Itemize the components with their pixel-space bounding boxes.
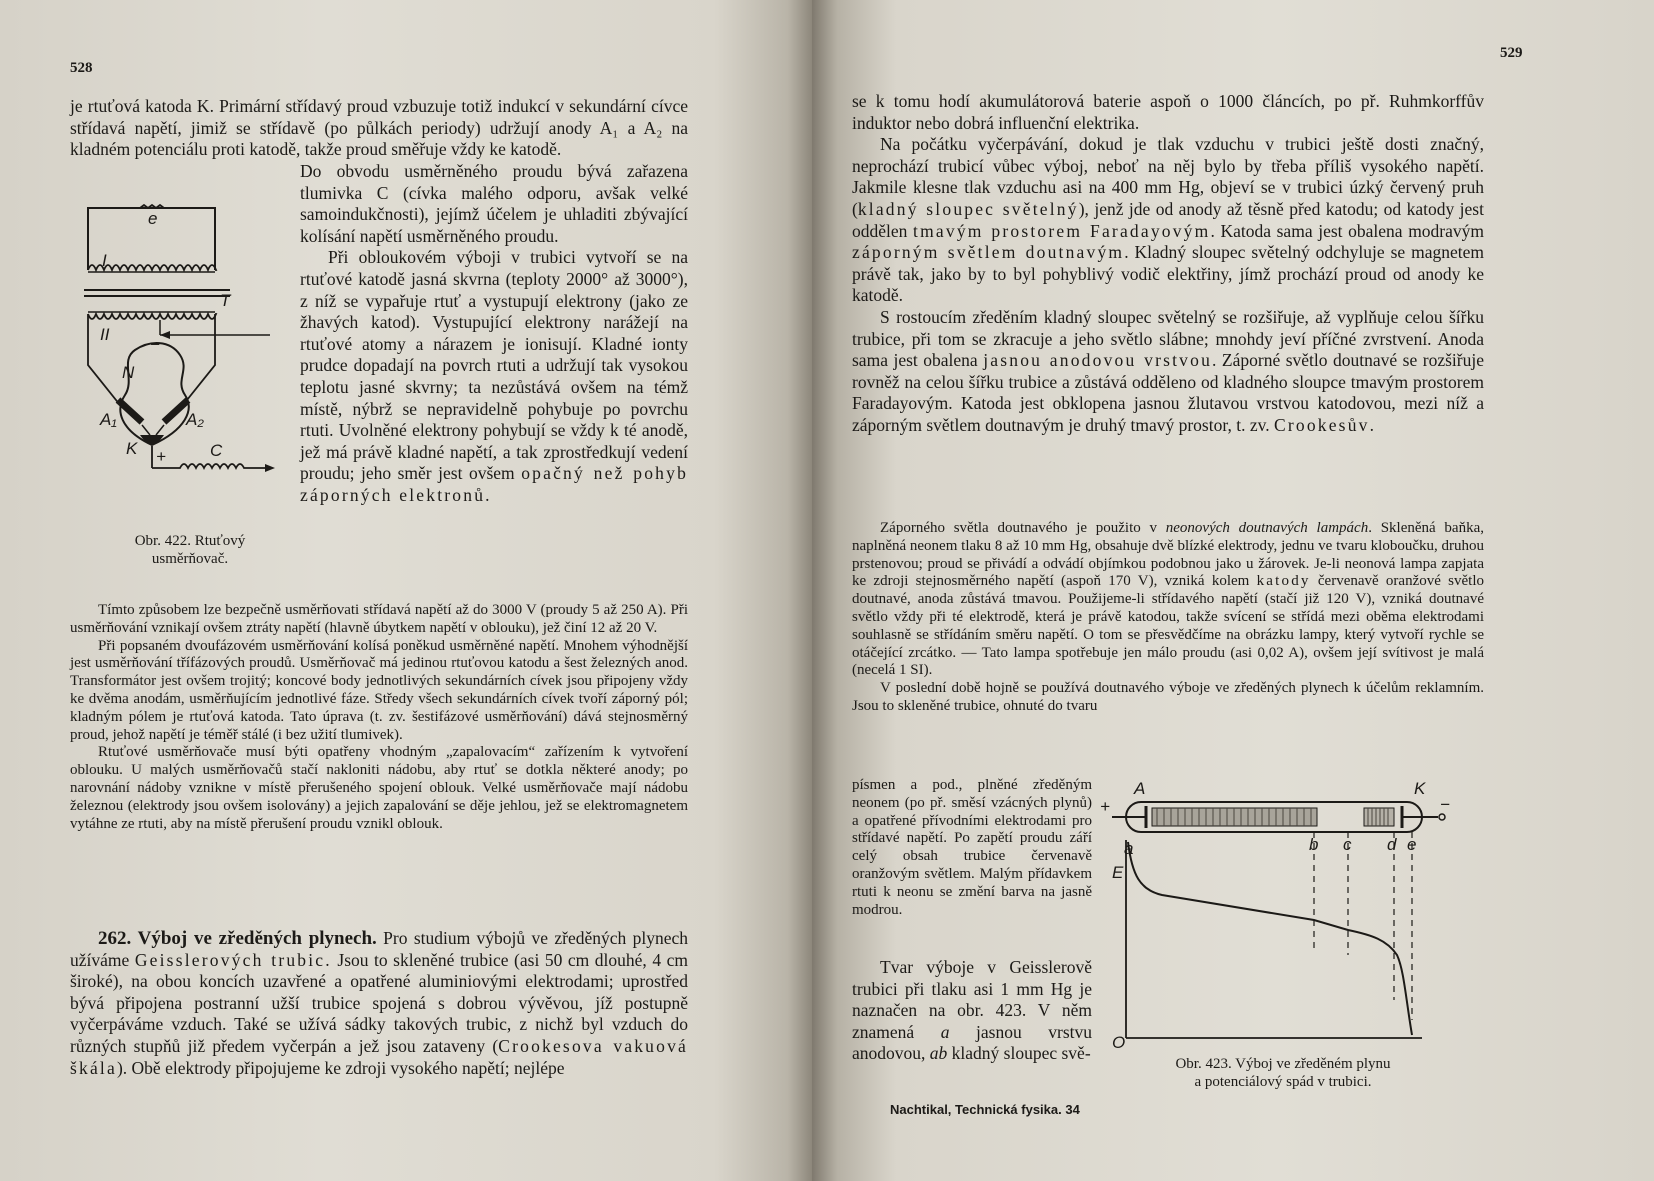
- right-small-wrap: [852, 777, 1092, 919]
- right-para-4-ab: ab: [929, 1043, 948, 1064]
- right-small-2a: V poslední době hojně se používá doutnavého výboje ve zředěných plynech k účelům reklamním. Jsou to skleněné trubice, ohnuté do tvaru: [852, 680, 1484, 714]
- right-para-4-a: a: [940, 1021, 950, 1042]
- fig423-label-cathode: K: [1414, 779, 1426, 798]
- right-para-2-spaced-3: záporným světlem doutnavým: [852, 242, 1125, 263]
- right-para-4-block: [852, 957, 1092, 1065]
- right-page: [812, 0, 1654, 1181]
- fig422-label-i: I: [102, 251, 107, 270]
- right-main-text: [852, 91, 1484, 437]
- right-para-3-spaced-2: Crookesův: [1273, 414, 1370, 435]
- left-wrapped-text: [300, 161, 688, 507]
- fig422-label-a2: A₂: [186, 410, 204, 429]
- right-para-2b: ), jenž jde od anody až těsně před katodu; od katody jest oddělen: [852, 198, 1484, 241]
- page-number-right: 529: [1500, 45, 1523, 61]
- page-number-left: 528: [70, 60, 93, 76]
- figure-423-discharge: [1102, 780, 1452, 1060]
- figure-422-rectifier: [80, 200, 280, 490]
- fig423-label-plus: +: [1100, 797, 1110, 816]
- fig423-label-e: e: [1407, 835, 1417, 854]
- right-small-1-italic: neonových doutnavých lampách: [1165, 520, 1369, 536]
- fig423-caption-line2: a potenciálový spád v trubici.: [1194, 1074, 1372, 1090]
- right-para-1: se k tomu hodí akumulátorová baterie aspoň o 1000 článcích, po př. Ruhmkorffův induktor nebo dobrá influenční elektrika.: [852, 91, 1484, 133]
- left-para-1b: Do obvodu usměrněného proudu bývá zařazena tlumivka C (cívka malého odporu, avšak velké samoindukčnosti), jejímž účelem je uhladiti zbývající kolísání napětí usměrněného proudu.: [300, 161, 688, 246]
- section-262: [70, 928, 688, 1079]
- fig423-caption-line1: Obr. 423. Výboj ve zředěném plynu: [1175, 1056, 1391, 1072]
- fig422-label-plus: +: [156, 447, 166, 466]
- section-text-a: Pro studium výbojů ve zředěných plynech užíváme: [70, 928, 689, 970]
- fig422-label-ii: II: [100, 325, 110, 344]
- right-small-1a: Záporného světla doutnavého je použito v: [880, 520, 1158, 536]
- right-small-1b: . Skleněná baňka, naplněná neonem tlaku 8 až 10 mm Hg, obsahuje dvě blízké elektrody, jednu ve tvaru kloboučku, druhou prstenovou; proud se přivádí a odvádí objímkou podobnou jako u žárovek. Je-li neonová lampa zapjata ke zdroji stejnosměrného napětí (aspoň 170 V), vzniká kolem: [852, 520, 1484, 590]
- left-small-1: Tímto způsobem lze bezpečně usměrňovati střídavá napětí až do 3000 V (proudy 5 až 250 A). Při usměrňování vznikají ovšem ztráty napětí (hlavně úbytkem napětí v oblouku), jež činí 12 až 20 V.: [70, 602, 688, 636]
- right-para-4-a-text: jasnou vrstvu anodovou,: [852, 1021, 1092, 1064]
- fig423-label-d: d: [1387, 835, 1397, 854]
- right-para-2-spaced-1: kladný sloupec světelný: [857, 198, 1079, 219]
- fig422-label-c: C: [210, 441, 223, 460]
- right-para-3-spaced-1: jasnou anodovou vrstvou: [983, 350, 1213, 371]
- fig422-label-k: K: [126, 439, 138, 458]
- fig422-label-a1: A₁: [100, 410, 117, 429]
- right-para-2d: . Kladný sloupec světelný odchyluje se magnetem právě tak, jako by to byl pohyblivý vodič elektřiny, jímž prochází proud od anody ke katodě.: [852, 242, 1484, 306]
- right-small-text: [852, 520, 1484, 716]
- right-para-2a: Na počátku vyčerpávání, dokud je tlak vzduchu v trubici ještě dosti značný, neprochází trubicí vůbec výboj, neboť na něj bylo by třeba příliš vysokého napětí. Jakmile klesne tlak vzduchu asi na 400 mm Hg, objeví se v trubici úzký červený pruh (: [852, 134, 1484, 219]
- right-para-4: Tvar výboje v Geisslerově trubici při tlaku asi 1 mm Hg je naznačen na obr. 423. V něm znamená: [852, 957, 1092, 1042]
- fig422-label-n: N: [122, 363, 135, 382]
- right-para-3b: . Záporné světlo doutnavé se rozšiřuje rovněž na celou šířku trubice a zůstává odděleno od kladného sloupce tmavým prostorem Faradayovým. Katoda jest obklopena jasnou žlutavou vrstvou katodovou, mezi níž a záporným světlem doutnavým je druhý tmavý prostor, t. zv.: [852, 350, 1484, 435]
- right-para-2-spaced-2: tmavým prostorem Faradayovým: [913, 220, 1211, 241]
- fig423-label-a: a: [1124, 839, 1134, 858]
- left-page: [0, 0, 812, 1181]
- fig423-label-anode: A: [1134, 779, 1146, 798]
- fig422-caption-line2: usměrňovač.: [151, 551, 229, 567]
- right-para-4-ab-text: kladný sloupec svě-: [947, 1043, 1091, 1064]
- fig423-label-c: c: [1343, 835, 1352, 854]
- right-small-2b: písmen a pod., plněné zředěným neonem (po př. směsí vzácných plynů) a opatřené přívodními elektrodami pro střídavé napětí. Po zapětí proudu září celý obsah trubice červenavě oranžovým světlem. Malým přídavkem rtuti k neonu se změní barva na jasně modrou.: [852, 777, 1092, 918]
- right-para-3a: S rostoucím zředěním kladný sloupec světelný se rozšiřuje, až vyplňuje celou šířku trubice, při tom se zkracuje a jeho světlo slábne; mnohdy jeví příčné zvrstvení. Anoda sama jest obalena: [852, 306, 1484, 371]
- right-small-1c: červenavě oranžové světlo doutnavé, anoda zůstává tmavou. Použijeme-li střídavého napětí (stačí již 120 V), vzniká doutnavé světlo vždy při té elektrodě, která je právě katodou, takže svícení se střídá mezi oběma elektrodami souhlasně se střídáním směru napětí. O tom se přesvědčíme na obrázku lampy, který vytvoří rychle se otáčející zrcátko. — Tato lampa spotřebuje jen málo proudu (asi 0,02 A), ovšem její svítivost je malá (necelá 1 SI).: [852, 573, 1484, 679]
- fig423-label-potential: E: [1112, 863, 1124, 882]
- fig422-label-t: T: [220, 291, 231, 310]
- section-number: 262.: [98, 928, 132, 949]
- left-para-1: je rtuťová katoda K. Primární střídavý proud vzbuzuje totiž indukcí v sekundární cívce střídavá napětí, jimiž se střídavě (po půlkách periody) udržují anody A₁ a A₂ na kladném potenciálu proti katodě, takže proud směřuje vždy ke katodě.: [70, 96, 688, 160]
- right-small-1-spaced: katody: [1256, 573, 1311, 590]
- right-para-2c: . Katoda sama jest obalena modravým: [1210, 220, 1485, 241]
- fig423-label-minus: −: [1440, 795, 1450, 814]
- section-title: Výboj ve zředěných plynech.: [137, 928, 377, 949]
- section-text-b: Jsou to skleněné trubice (asi 50 cm dlouhé, 4 cm široké), na obou koncích uzavřené a opatřené aluminiovými elektrodami; uprostřed bývá připojena postranní užší trubice spojená s dobrou vývěvou, jíž postupně vyčerpáváme vzduch. Také se užívá sádky takových trubic, z nichž byl vzduch do různých stupňů již předem vyčerpán a jež jsou zataveny (: [70, 949, 688, 1056]
- right-para-3c: .: [1369, 414, 1374, 435]
- figure-423-caption: [1118, 1055, 1448, 1091]
- section-text-c: ). Obě elektrody připojujeme ke zdroji vysokého napětí; nejlépe: [116, 1057, 565, 1078]
- fig423-label-b: b: [1309, 835, 1319, 854]
- left-small-3: Rtuťové usměrňovače musí býti opatřeny vhodným „zapalovacím“ zařízením k vytvoření oblouku. U malých usměrňovačů stačí nakloniti nádobu, aby rtuť se dotkla některé anody; po narovnání nádoby vznikne v místě přerušeného spojení oblouk. Velké usměrňovače mají nádobu železnou (elektrody jsou ovšem isolovány) a jejich zapalování se děje jehlou, jež se elektromagnetem vytáhne ze rtuti, aby na místě přerušení proudu vznikl oblouk.: [70, 744, 688, 832]
- section-spaced-2: Crookesova vakuová škála: [70, 1035, 689, 1078]
- fig423-label-origin: O: [1112, 1033, 1126, 1052]
- left-small-2: Při popsaném dvoufázovém usměrňování kolísá poněkud usměrněné napětí. Mnohem výhodnější jest usměrňování třífázových proudů. Usměrňovač má jedinou rtuťovou katodu a šest železných anod. Transformátor jest ovšem trojitý; koncové body jednotlivých sekundárních cívek jsou připojeny vždy ke dvěma anodám, usměrňujícím jednotlivé fáze. Středy všech sekundárních cívek tvoří záporný pól; kladným pólem je rtuťová katoda. Tato úprava (t. zv. šestifázové usměrňování) dává stejnosměrný proud, jehož napětí je téměř stálé (i bez užití tlumivek).: [70, 637, 688, 743]
- figure-422-caption: [100, 532, 280, 568]
- fig422-caption-line1: Obr. 422. Rtuťový: [134, 533, 246, 549]
- left-para-2: Při obloukovém výboji v trubici vytvoří se na rtuťové katodě jasná skvrna (teploty 2000° až 3000°), z níž se vypařuje rtuť a vystupují elektrony (jako ze žhavých katod). Vystupující elektrony narážejí na rtuťové atomy a nárazem je ionisují. Kladné ionty prudce dopadají na povrch rtuti a udržují tak vysokou teplotu jasné skvrny; ta nezůstává ovšem na témž místě, nýbrž se nepravidelně pohybuje po povrchu rtuti. Uvolněné elektrony pohybují se vždy k té anodě, jež má právě kladné napětí, a tak zprostředkují vedení proudu; jeho směr jest ovšem: [300, 247, 688, 484]
- section-spaced-1: Geisslerových trubic.: [134, 949, 332, 970]
- fig422-label-e: e: [148, 209, 158, 228]
- left-intro-paragraph: [70, 96, 688, 161]
- page-footer: Nachtikal, Technická fysika. 34: [890, 1102, 1080, 1117]
- fig422-label-minus: −: [150, 335, 160, 354]
- left-small-text: [70, 602, 688, 833]
- left-para-2-spaced: opačný než pohyb záporných elektronů.: [300, 463, 689, 505]
